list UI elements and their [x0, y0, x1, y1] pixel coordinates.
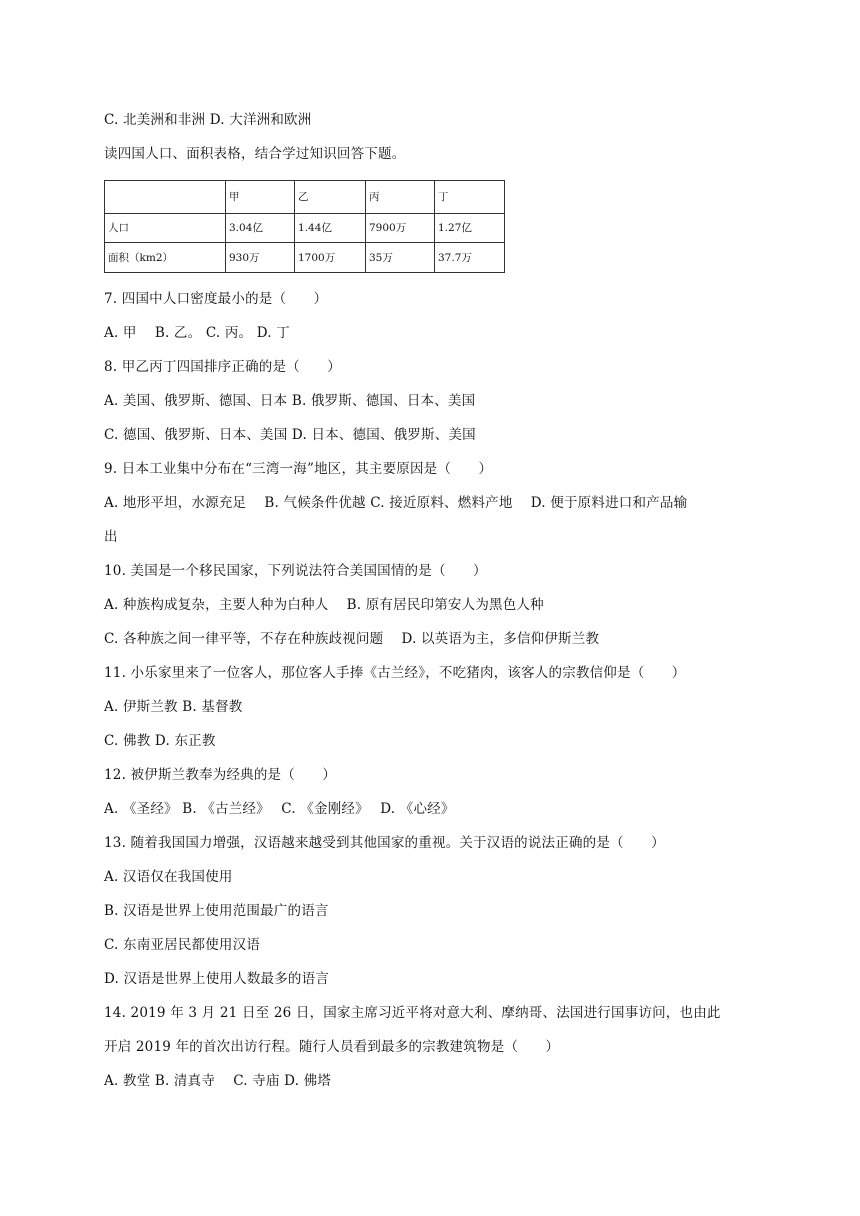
question-10: 10. 美国是一个移民国家，下列说法符合美国国情的是（ ） — [104, 563, 487, 579]
option-line: C. 北美洲和非洲 D. 大洋洲和欧洲 — [104, 112, 312, 128]
question-10-options-cd: C. 各种族之间一律平等，不存在种族歧视问题 D. 以英语为主，多信仰伊斯兰教 — [104, 631, 600, 647]
question-11-options-cd: C. 佛教 D. 东正教 — [104, 733, 216, 749]
table-cell: 面积（km2） — [105, 243, 226, 273]
table-cell — [105, 181, 226, 214]
table-cell: 1700万 — [295, 243, 366, 273]
question-7-options: A. 甲 B. 乙。 C. 丙。 D. 丁 — [104, 325, 290, 341]
question-8-options-ab: A. 美国、俄罗斯、德国、日本 B. 俄罗斯、德国、日本、美国 — [104, 393, 476, 409]
table-cell: 1.44亿 — [295, 214, 366, 243]
table-cell: 37.7万 — [435, 243, 505, 273]
table-cell: 人口 — [105, 214, 226, 243]
table-cell: 甲 — [226, 181, 295, 214]
question-12-options: A. 《圣经》 B. 《古兰经》 C. 《金刚经》 D. 《心经》 — [104, 801, 455, 817]
instruction-text: 读四国人口、面积表格，结合学过知识回答下题。 — [104, 146, 406, 162]
table-row — [105, 214, 505, 243]
table-cell: 乙 — [295, 181, 366, 214]
question-13-option-b: B. 汉语是世界上使用范围最广的语言 — [104, 903, 329, 919]
question-8-options-cd: C. 德国、俄罗斯、日本、美国 D. 日本、德国、俄罗斯、美国 — [104, 427, 476, 443]
table-cell: 3.04亿 — [226, 214, 295, 243]
question-9: 9. 日本工业集中分布在“三湾一海”地区，其主要原因是（ ） — [104, 461, 493, 477]
table-header-row — [105, 181, 505, 214]
table-row — [105, 243, 505, 273]
question-14-options: A. 教堂 B. 清真寺 C. 寺庙 D. 佛塔 — [104, 1073, 332, 1089]
question-8: 8. 甲乙丙丁四国排序正确的是（ ） — [104, 359, 341, 375]
question-13: 13. 随着我国国力增强，汉语越来越受到其他国家的重视。关于汉语的说法正确的是（ ） — [104, 835, 665, 851]
table-cell: 1.27亿 — [435, 214, 505, 243]
question-10-options-ab: A. 种族构成复杂，主要人种为白种人 B. 原有居民印第安人为黑色人种 — [104, 597, 544, 613]
question-14-cont: 开启 2019 年的首次出访行程。随行人员看到最多的宗教建筑物是（ ） — [104, 1039, 560, 1055]
question-11: 11. 小乐家里来了一位客人，那位客人手捧《古兰经》，不吃猪肉，该客人的宗教信仰是（ ） — [104, 665, 686, 681]
question-7: 7. 四国中人口密度最小的是（ ） — [104, 291, 328, 307]
table-cell: 丙 — [366, 181, 435, 214]
question-13-option-c: C. 东南亚居民都使用汉语 — [104, 937, 261, 953]
question-12: 12. 被伊斯兰教奉为经典的是（ ） — [104, 767, 337, 783]
population-area-table — [104, 180, 505, 273]
question-13-option-d: D. 汉语是世界上使用人数最多的语言 — [104, 971, 330, 987]
question-13-option-a: A. 汉语仅在我国使用 — [104, 869, 233, 885]
question-14: 14. 2019 年 3 月 21 日至 26 日，国家主席习近平将对意大利、摩纳哥、法国进行国事访问，也由此 — [104, 1005, 721, 1021]
table-cell: 35万 — [366, 243, 435, 273]
question-9-options: A. 地形平坦，水源充足 B. 气候条件优越 C. 接近原料、燃料产地 D. 便于原料进口和产品输 — [104, 495, 688, 511]
question-11-options-ab: A. 伊斯兰教 B. 基督教 — [104, 699, 243, 715]
table-cell: 930万 — [226, 243, 295, 273]
table-cell: 7900万 — [366, 214, 435, 243]
question-9-options-cont: 出 — [104, 529, 118, 545]
table-cell: 丁 — [435, 181, 505, 214]
